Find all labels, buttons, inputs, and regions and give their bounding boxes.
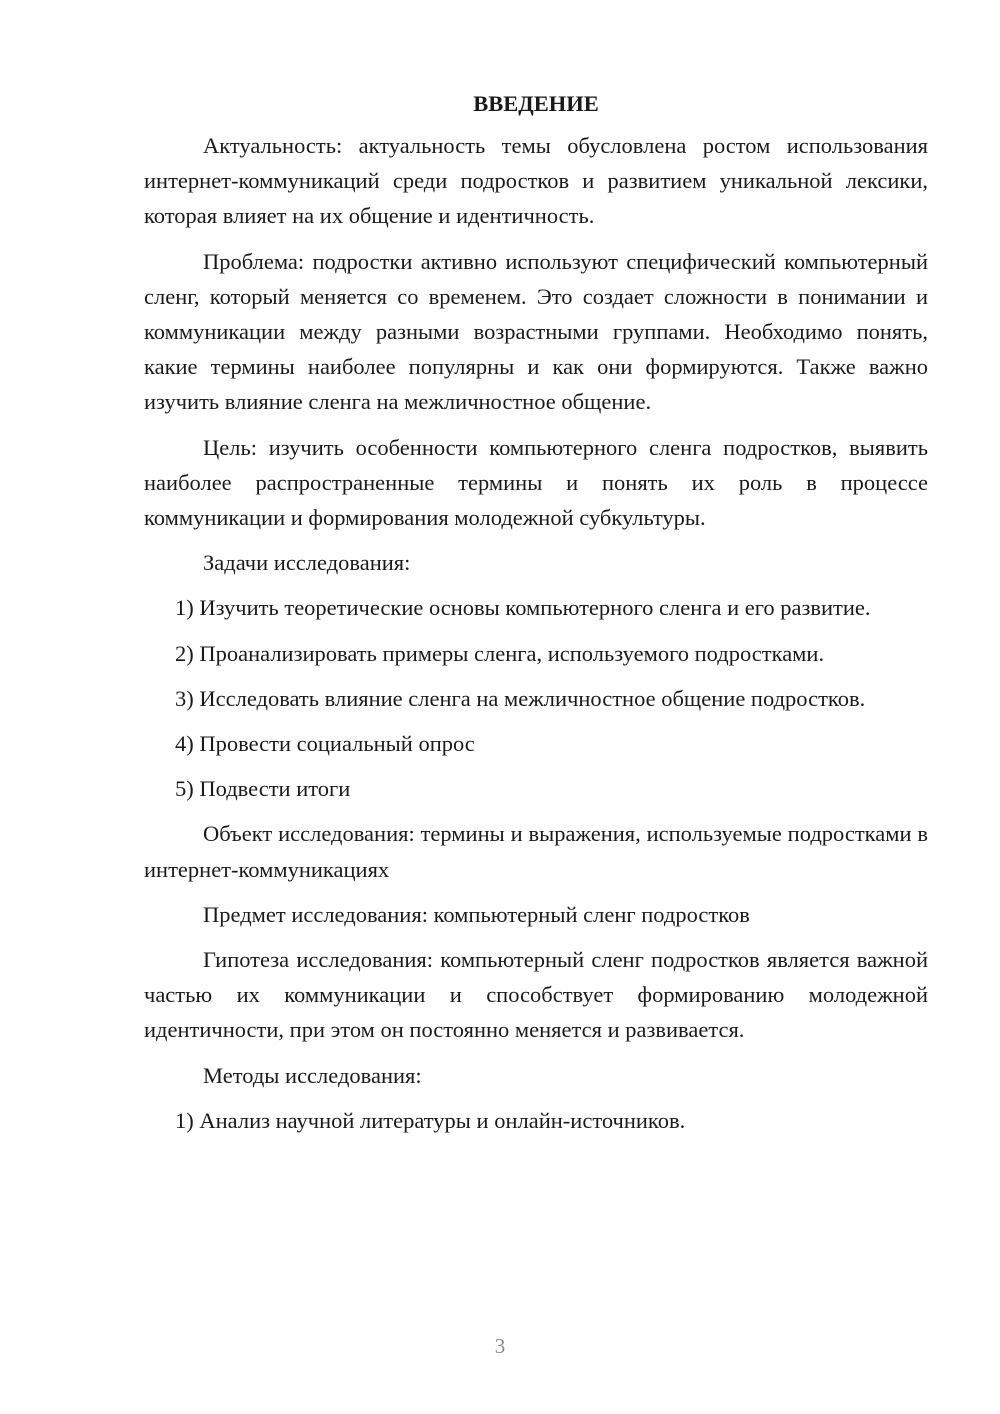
section-title: ВВЕДЕНИЕ <box>473 91 599 116</box>
object-paragraph: Объект исследования: термины и выражения, используемые подростками в интернет-коммуникациях <box>144 821 928 882</box>
task-item-2: 2) Проанализировать примеры сленга, используемого подростками. <box>175 640 825 666</box>
goal-paragraph: Цель: изучить особенности компьютерного сленга подростков, выявить наиболее распространенные термины и понять их роль в процессе коммуникации и формирования молодежной субкультуры. <box>144 434 928 531</box>
method-item-1: 1) Анализ научной литературы и онлайн-источников. <box>175 1107 686 1133</box>
tasks-heading: Задачи исследования: <box>203 550 411 576</box>
subject-paragraph: Предмет исследования: компьютерный сленг подростков <box>203 901 750 927</box>
relevance-paragraph: Актуальность: актуальность темы обусловлена ростом использования интернет-коммуникаций среди подростков и развитием уникальной лексики, которая влияет на их общение и идентичность. <box>144 133 928 229</box>
task-item-4: 4) Провести социальный опрос <box>175 731 475 757</box>
methods-heading: Методы исследования: <box>203 1062 422 1088</box>
task-item-3: 3) Исследовать влияние сленга на межличностное общение подростков. <box>175 685 866 711</box>
page-number: 3 <box>494 1334 506 1358</box>
task-item-1: 1) Изучить теоретические основы компьютерного сленга и его развитие. <box>175 595 871 621</box>
problem-paragraph: Проблема: подростки активно используют специфический компьютерный сленг, который меняется со временем. Это создает сложности в понимании и коммуникации между разными возрастными группами. Необходимо понять, какие термины наиболее популярны и как они формируются. Также важно изучить влияние сленга на межличностное общение. <box>144 248 928 415</box>
task-item-5: 5) Подвести итоги <box>175 776 351 802</box>
document-page <box>144 88 928 1148</box>
hypothesis-paragraph: Гипотеза исследования: компьютерный сленг подростков является важной частью их коммуникации и способствует формированию молодежной идентичности, при этом он постоянно меняется и развивается. <box>144 947 928 1043</box>
